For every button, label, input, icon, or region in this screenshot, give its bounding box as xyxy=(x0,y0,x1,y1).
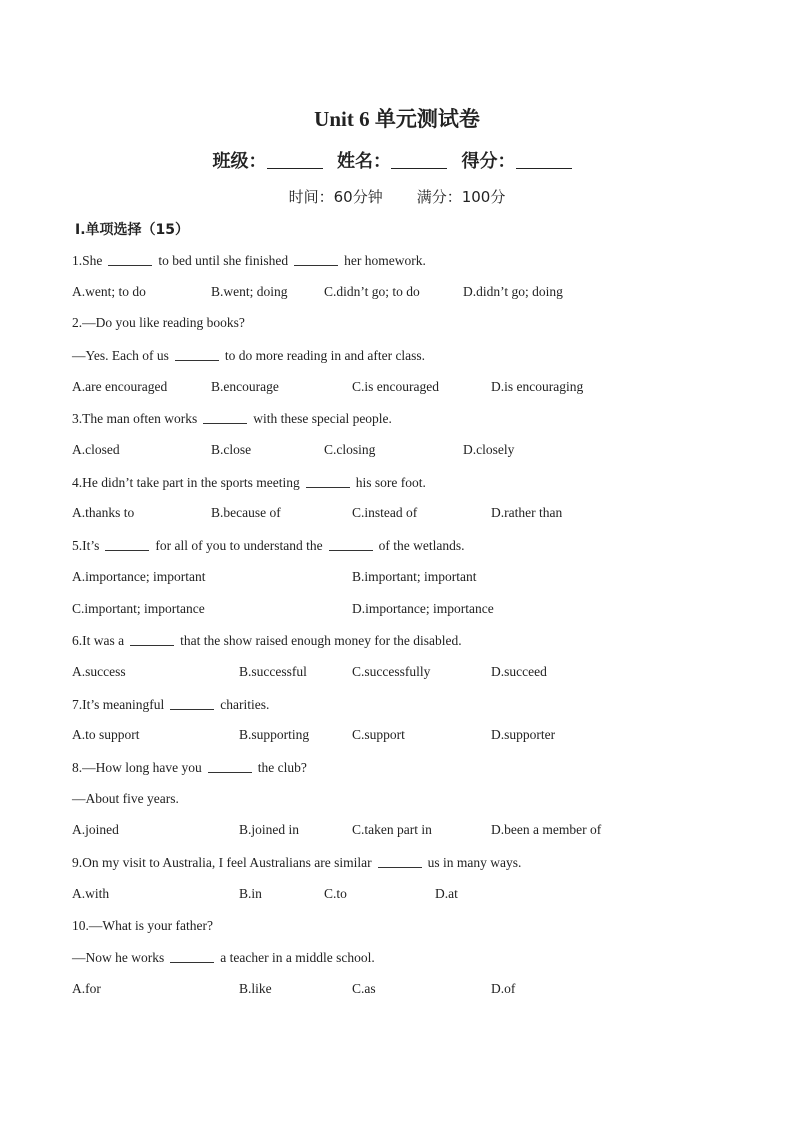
option-a: A.went; to do xyxy=(72,284,146,299)
answer-blank xyxy=(378,854,422,868)
option-c: C.instead of xyxy=(352,505,418,520)
question-9-stem: 9.On my visit to Australia, I feel Australians are similar us in many ways. xyxy=(72,855,522,870)
option-b: B.close xyxy=(211,442,252,457)
option-d: D.been a member of xyxy=(491,822,602,837)
option-c: C.closing xyxy=(324,442,376,457)
option-b: B.supporting xyxy=(239,727,310,742)
option-d: D.supporter xyxy=(491,727,556,742)
option-b: B.important; important xyxy=(352,569,477,584)
option-b: B.in xyxy=(239,886,262,901)
option-c: C.to xyxy=(324,886,347,901)
option-a: A.closed xyxy=(72,442,120,457)
option-b: B.like xyxy=(239,981,272,996)
option-c: C.important; importance xyxy=(72,601,205,616)
option-d: D.of xyxy=(491,981,516,996)
option-c: C.as xyxy=(352,981,376,996)
option-a: A.with xyxy=(72,886,110,901)
answer-blank xyxy=(329,537,373,551)
option-c: C.support xyxy=(352,727,405,742)
answer-blank xyxy=(105,537,149,551)
option-a: A.joined xyxy=(72,822,119,837)
question-1-stem: 1.She to bed until she finished her homework. xyxy=(72,253,426,268)
question-5-stem: 5.It’s for all of you to understand the of the wetlands. xyxy=(72,538,465,553)
answer-blank xyxy=(175,347,219,361)
option-a: A.success xyxy=(72,664,126,679)
answer-blank xyxy=(170,949,214,963)
question-6-stem: 6.It was a that the show raised enough money for the disabled. xyxy=(72,633,462,648)
question-2-stem: 2.—Do you like reading books? xyxy=(72,315,245,330)
option-c: C.successfully xyxy=(352,664,431,679)
answer-blank xyxy=(130,632,174,646)
full-score: 满分：100分 xyxy=(416,188,506,206)
option-b: B.joined in xyxy=(239,822,299,837)
option-a: A.thanks to xyxy=(72,505,135,520)
name-label: 姓名： xyxy=(337,151,391,171)
option-d: D.importance; importance xyxy=(352,601,494,616)
option-a: A.importance; important xyxy=(72,569,206,584)
question-8-reply: —About five years. xyxy=(72,791,179,806)
option-b: B.went; doing xyxy=(211,284,288,299)
answer-blank xyxy=(208,759,252,773)
option-d: D.is encouraging xyxy=(491,379,584,394)
option-c: C.is encouraged xyxy=(352,379,439,394)
option-a: A.for xyxy=(72,981,101,996)
option-b: B.successful xyxy=(239,664,307,679)
answer-blank xyxy=(306,474,350,488)
answer-blank xyxy=(294,252,338,266)
time-limit: 时间：60分钟 xyxy=(288,188,383,206)
answer-blank xyxy=(170,696,214,710)
option-c: C.didn’t go; to do xyxy=(324,284,420,299)
student-info-fields xyxy=(0,147,794,173)
question-10-reply: —Now he works a teacher in a middle school. xyxy=(72,950,375,965)
name-blank[interactable] xyxy=(391,150,447,169)
option-d: D.didn’t go; doing xyxy=(463,284,563,299)
question-4-stem: 4.He didn’t take part in the sports meeting his sore foot. xyxy=(72,475,426,490)
section-title: Ⅰ.单项选择（15） xyxy=(75,222,190,238)
question-3-stem: 3.The man often works with these special people. xyxy=(72,411,392,426)
answer-blank xyxy=(108,252,152,266)
answer-blank xyxy=(203,410,247,424)
question-8-stem: 8.—How long have you the club? xyxy=(72,760,307,775)
question-2-reply: —Yes. Each of us to do more reading in and after class. xyxy=(72,348,426,363)
option-b: B.encourage xyxy=(211,379,279,394)
option-b: B.because of xyxy=(211,505,281,520)
option-d: D.at xyxy=(435,886,458,901)
option-c: C.taken part in xyxy=(352,822,432,837)
class-blank[interactable] xyxy=(267,150,323,169)
score-blank[interactable] xyxy=(516,150,572,169)
option-a: A.to support xyxy=(72,727,140,742)
exam-meta xyxy=(0,186,794,207)
score-label: 得分： xyxy=(461,151,516,171)
class-label: 班级： xyxy=(212,151,267,171)
question-10-stem: 10.—What is your father? xyxy=(72,918,213,933)
page-title: Unit 6 单元测试卷 xyxy=(314,107,480,131)
question-7-stem: 7.It’s meaningful charities. xyxy=(72,697,270,712)
option-d: D.closely xyxy=(463,442,515,457)
option-d: D.succeed xyxy=(491,664,547,679)
option-d: D.rather than xyxy=(491,505,563,520)
option-a: A.are encouraged xyxy=(72,379,168,394)
